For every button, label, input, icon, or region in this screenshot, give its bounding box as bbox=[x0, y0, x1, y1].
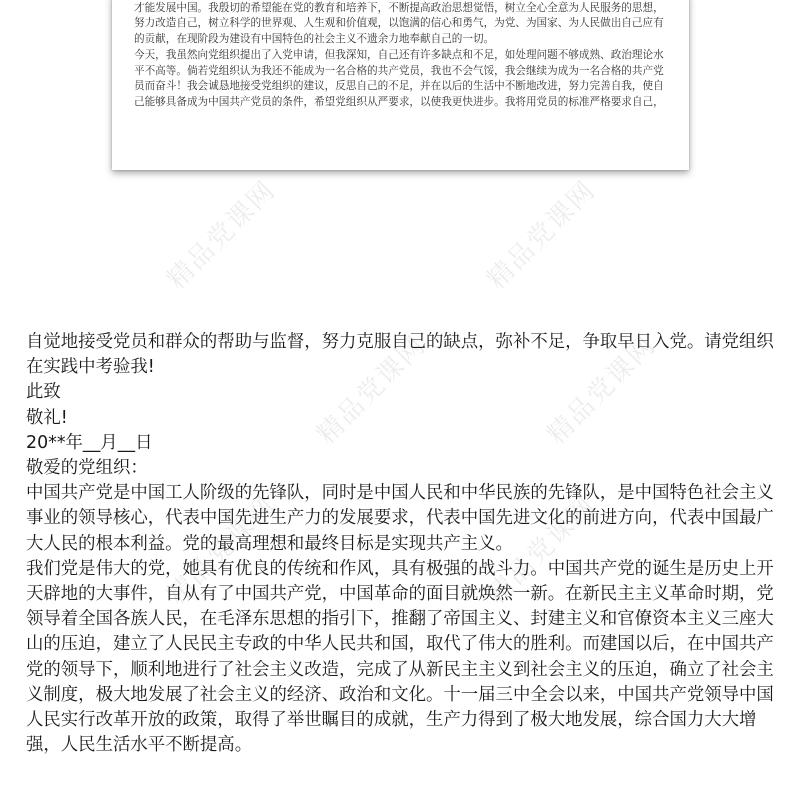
watermark: 精品党课网 bbox=[481, 490, 602, 611]
body-paragraph: 自觉地接受党员和群众的帮助与监督，努力克服自己的缺点，弥补不足，争取早日入党。请党组织在实践中考验我! bbox=[26, 332, 774, 378]
body-paragraph: 中国共产党是中国工人阶级的先锋队，同时是中国人民和中华民族的先锋队，是中国特色社会主义事业的领导核心，代表中国先进生产力的发展要求，代表中国先进文化的前进方向，代表中国最广大人民的根本利益。党的最高理想和最终目标是实现共产主义。 bbox=[26, 483, 774, 554]
watermark: 精品党课网 bbox=[541, 330, 662, 451]
preview-paragraph: 才能发展中国。我殷切的希望能在党的教育和培养下，不断提高政治思想觉悟，树立全心全意为人民服务的思想，努力改造自己，树立科学的世界观、人生观和价值观，以饱满的信心和勇气，为党、为国家、为人民做出自己应有的贡献，在现阶段为建设有中国特色的社会主义不遗余力地奉献自己的一切。 bbox=[134, 1, 664, 46]
date-line: 20**年__月__日 bbox=[26, 432, 153, 453]
watermark: 精品党课网 bbox=[161, 490, 282, 611]
closing-salutation: 此致 bbox=[26, 382, 61, 403]
watermark: 精品党课网 bbox=[311, 330, 432, 451]
preview-text bbox=[134, 0, 674, 111]
watermark: 精品党课网 bbox=[161, 175, 282, 296]
body-paragraph: 我们党是伟大的党，她具有优良的传统和作风，具有极强的战斗力。中国共产党的诞生是历史上开天辟地的大事件，自从有了中国共产党，中国革命的面目就焕然一新。在新民主主义革命时期，党领导着全国各族人民，在毛泽东思想的指引下，推翻了帝国主义、封建主义和官僚资本主义三座大山的压迫，建立了人民民主专政的中华人民共和国，取代了伟大的胜利。而建国以后，在中国共产党的领导下，顺利地进行了社会主义改造，完成了从新民主主义到社会主义的压迫，确立了社会主义制度，极大地发展了社会主义的经济、政治和文化。十一届三中全会以来，中国共产党领导中国人民实行改革开放的政策，取得了举世瞩目的成就，生产力得到了极大地发展，综合国力大大增强，人民生活水平不断提高。 bbox=[26, 558, 774, 756]
document-preview-card bbox=[112, 0, 689, 170]
watermark: 精品党课网 bbox=[481, 175, 602, 296]
closing-greeting: 敬礼! bbox=[26, 407, 68, 428]
preview-paragraph: 今天，我虽然向党组织提出了入党申请，但我深知，自己还有许多缺点和不足，如处理问题不够成熟、政治理论水平不高等。倘若党组织认为我还不能成为一名合格的共产党员，我也不会气馁，我会继续为成为一名合格的共产党员而奋斗！我会诚恳地接受党组织的建议，反思自己的不足，并在以后的生活中不断地改进，努力完善自我，使自己能够具备成为中国共产党员的条件，希望党组织从严要求，以使我更快进步。我将用党员的标准严格要求自己， bbox=[134, 48, 664, 108]
document-body bbox=[26, 330, 780, 758]
letter-greeting: 敬爱的党组织： bbox=[26, 458, 148, 479]
